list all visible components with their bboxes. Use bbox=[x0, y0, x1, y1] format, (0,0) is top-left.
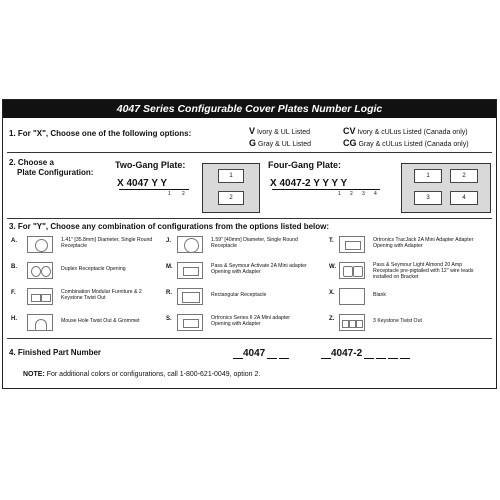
plate-slot: 2 bbox=[450, 169, 478, 183]
round-receptacle-large-icon bbox=[177, 236, 203, 253]
four-gang-sub-4: 4 bbox=[374, 191, 377, 197]
two-gang-sub-1: 1 bbox=[168, 191, 171, 197]
blank-underline bbox=[233, 349, 243, 359]
blank-underline bbox=[364, 349, 374, 359]
two-gang-formula: X 4047 Y Y bbox=[117, 178, 168, 189]
option-desc: Combination Modular Furniture & 2 Keystone Twist Out bbox=[61, 289, 142, 302]
duplex-receptacle-icon bbox=[27, 262, 53, 279]
plate-slot: 3 bbox=[414, 191, 442, 205]
option-cv: CV Ivory & cULus Listed (Canada only) bbox=[343, 126, 468, 136]
option-desc: Duplex Receptacle Opening bbox=[61, 266, 126, 272]
blank-underline bbox=[267, 349, 277, 359]
option-desc: Pass & Seymour Activate 2A Mini adapter Opening with Adapter bbox=[211, 263, 307, 276]
option-code: B. bbox=[11, 264, 17, 270]
four-gang-plate-diagram bbox=[401, 163, 491, 213]
option-desc: Mouse Hole Twist Out & Grommet bbox=[61, 318, 140, 324]
page-title: 4047 Series Configurable Cover Plates Number Logic bbox=[3, 100, 496, 118]
step2-label-2: Plate Configuration: bbox=[17, 168, 94, 177]
rect-adapter-icon bbox=[177, 314, 203, 331]
two-gang-underline bbox=[119, 189, 189, 190]
option-code: T. bbox=[329, 238, 334, 244]
blank-underline bbox=[376, 349, 386, 359]
option-desc: 1.41" [35.8mm] Diameter, Single Round Receptacle bbox=[61, 237, 153, 250]
blank-underline bbox=[388, 349, 398, 359]
plate-slot: 1 bbox=[218, 169, 244, 183]
outlet-icon bbox=[339, 262, 365, 279]
rect-adapter-icon bbox=[177, 262, 203, 279]
blank-icon bbox=[339, 288, 365, 305]
two-gang-plate-diagram bbox=[202, 163, 260, 213]
option-g: G Gray & UL Listed bbox=[249, 138, 312, 148]
four-gang-underline bbox=[272, 189, 380, 190]
plate-slot: 4 bbox=[450, 191, 478, 205]
plate-slot: 2 bbox=[218, 191, 244, 205]
four-gang-sub-2: 2 bbox=[350, 191, 353, 197]
plate-slot: 1 bbox=[414, 169, 442, 183]
four-gang-heading: Four-Gang Plate: bbox=[268, 160, 342, 170]
option-v: V Ivory & UL Listed bbox=[249, 126, 311, 136]
option-cg: CG Gray & cULus Listed (Canada only) bbox=[343, 138, 469, 148]
four-gang-formula: X 4047-2 Y Y Y Y bbox=[270, 178, 348, 189]
option-desc: Rectangular Receptacle bbox=[211, 292, 267, 298]
option-desc: 3 Keystone Twist Out bbox=[373, 318, 422, 324]
option-code: M. bbox=[166, 264, 173, 270]
keystone-two-icon bbox=[27, 288, 53, 305]
two-gang-sub-2: 2 bbox=[182, 191, 185, 197]
option-code: W. bbox=[329, 264, 336, 270]
round-receptacle-icon bbox=[27, 236, 53, 253]
divider bbox=[7, 218, 492, 219]
blank-underline bbox=[279, 349, 289, 359]
blank-underline bbox=[321, 349, 331, 359]
option-code: R. bbox=[166, 290, 172, 296]
rect-adapter-icon bbox=[339, 236, 365, 253]
option-code: J. bbox=[166, 238, 172, 244]
divider bbox=[7, 152, 492, 153]
option-code: Z. bbox=[329, 316, 335, 322]
option-desc: Ortronics TracJack 2A Mini Adapter Adapter Opening with Adapter bbox=[373, 237, 474, 250]
rect-receptacle-icon bbox=[177, 288, 203, 305]
mouse-hole-icon bbox=[27, 314, 53, 331]
option-desc: Ortronics Series II 2A Mini adapter Opening with Adapter bbox=[211, 315, 290, 328]
step3-label: 3. For "Y", Choose any combination of configurations from the options listed below: bbox=[9, 222, 330, 231]
four-gang-sub-1: 1 bbox=[338, 191, 341, 197]
step4-label: 4. Finished Part Number bbox=[9, 348, 102, 357]
option-desc: Pass & Seymour Light Almond 20 Amp Receptacle pre-pigtailed with 12" wire leads installed on Bracket bbox=[373, 262, 474, 281]
blank-underline bbox=[400, 349, 410, 359]
option-code: H. bbox=[11, 316, 17, 322]
cover-plate-logic-card bbox=[2, 99, 497, 389]
divider bbox=[7, 338, 492, 339]
part-number-two-gang: 4047 bbox=[231, 348, 289, 359]
footer-note: NOTE: For additional colors or configurations, call 1-800-621-0049, option 2. bbox=[23, 371, 261, 378]
option-code: S. bbox=[166, 316, 172, 322]
four-gang-sub-3: 3 bbox=[362, 191, 365, 197]
option-code: F. bbox=[11, 290, 16, 296]
option-desc: 1.59" [40mm] Diameter, Single Round Receptacle bbox=[211, 237, 298, 250]
option-code: A. bbox=[11, 238, 17, 244]
option-desc: Blank bbox=[373, 292, 386, 298]
step2-label-1: 2. Choose a bbox=[9, 158, 54, 167]
part-number-four-gang: 4047-2 bbox=[319, 348, 410, 359]
option-code: X. bbox=[329, 290, 335, 296]
two-gang-heading: Two-Gang Plate: bbox=[115, 160, 186, 170]
keystone-three-icon bbox=[339, 314, 365, 331]
step1-label: 1. For "X", Choose one of the following options: bbox=[9, 129, 192, 138]
